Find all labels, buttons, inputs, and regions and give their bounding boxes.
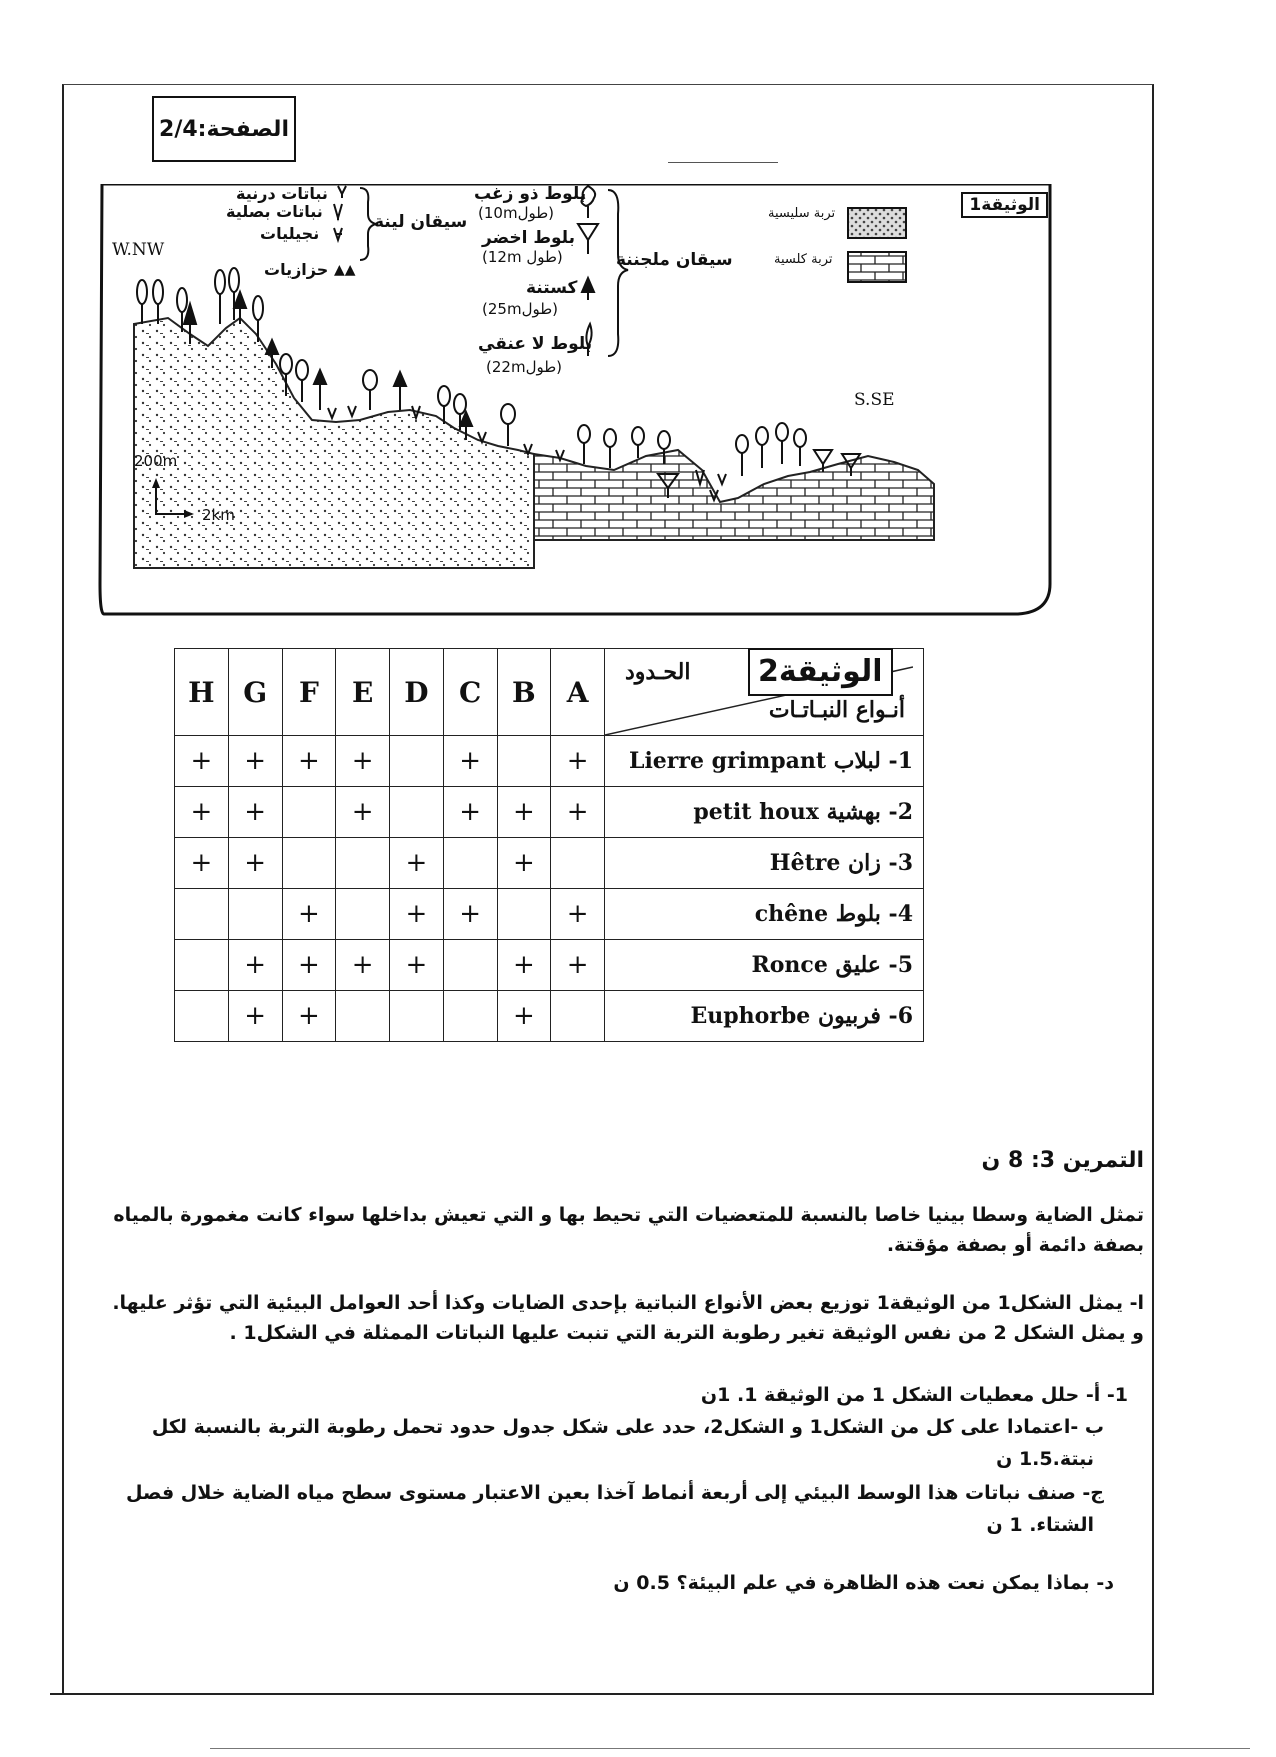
cell-3-C [443,838,497,889]
plant-label-5: 5- عليق Ronce [605,940,924,991]
direction-west: W.NW [112,240,165,260]
cell-6-E [336,991,390,1042]
woody-1-height: (طول10m) [478,204,555,222]
scale-vertical: 200m [134,452,178,470]
cell-6-G: + [228,991,282,1042]
question-1c-line2: الشتاء. 1 ن [986,1514,1094,1536]
cell-6-F: + [282,991,336,1042]
doc2-title: الوثيقة2 [748,648,893,696]
cell-1-E: + [336,736,390,787]
cell-1-H: + [175,736,229,787]
cell-4-D: + [390,889,444,940]
woody-brace [608,190,628,356]
question-1b-line2: نبتة.1.5 ن [996,1448,1094,1470]
footer-rule [210,1748,1250,1749]
cell-4-E [336,889,390,940]
svg-text:▲▲: ▲▲ [334,262,356,278]
cell-5-B: + [497,940,551,991]
col-header-A: A [551,649,605,736]
soft-2-name: نباتات بصلية [226,202,323,221]
cell-2-A: + [551,787,605,838]
cell-2-F [282,787,336,838]
col-header-E: E [336,649,390,736]
cell-1-G: + [228,736,282,787]
cell-1-C: + [443,736,497,787]
question-1c-line1: ج- صنف نباتات هذا الوسط البيئي إلى أربعة أنماط آخذا بعين الاعتبار مستوى سطح مياه الضاية خلال فصل [126,1482,1104,1504]
doc1-drawing [98,184,1054,616]
cell-2-E: + [336,787,390,838]
scale-horizontal: 2km [202,506,235,524]
other-mosses-name: حزازيات [264,260,329,279]
cell-2-B: + [497,787,551,838]
woody-2-name: بلوط اخضر [482,228,575,248]
cell-4-F: + [282,889,336,940]
exercise-intro-2: بصفة دائمة أو بصفة مؤقتة. [886,1234,1144,1256]
cell-2-D [390,787,444,838]
cell-6-D [390,991,444,1042]
legend-silica-box [848,208,906,238]
table-row [175,787,924,838]
plant-label-3: 3- زان Hêtre [605,838,924,889]
table-row [175,736,924,787]
woody-3-height: (طول25m) [482,300,559,318]
exercise-para-2: و يمثل الشكل 2 من نفس الوثيقة تغير رطوبة التربة التي تنبت عليها النباتات الممثلة في الشكل1 . [229,1322,1144,1344]
soft-3-name: نجيليات [260,224,320,243]
question-1a: 1- أ- حلل معطيات الشكل 1 من الوثيقة 1. 1ن [700,1384,1128,1406]
exercise-intro-1: تمثل الضاية وسطا بينيا خاصا بالنسبة للمتعضيات التي تحيط بها و التي تعيش بداخلها سواء كانت مغمورة بالمياه [113,1204,1144,1226]
woody-group-label: سيقان ملجننة [616,250,733,270]
cell-6-H [175,991,229,1042]
header-plants: أنـواع النبـاتـات [768,697,905,723]
woody-4-name: بلوط لا عنقي [478,334,593,354]
calcareous-soil-area [534,450,934,540]
cell-2-G: + [228,787,282,838]
cell-4-C: + [443,889,497,940]
woody-4-height: (طول22m) [486,358,563,376]
col-header-C: C [443,649,497,736]
exercise-title: التمرين 3: 8 ن [981,1148,1144,1173]
legend-calcareous-box [848,252,906,282]
cell-1-B [497,736,551,787]
cell-5-F: + [282,940,336,991]
exercise-para-1: ا- يمثل الشكل1 من الوثيقة1 توزيع بعض الأنواع النباتية بإحدى الضايات وكذا أحد العوامل البيئية التي تؤثر عليها. [112,1292,1144,1314]
legend-green-oak-icon [578,224,598,254]
col-header-F: F [282,649,336,736]
cell-5-D: + [390,940,444,991]
silica-soil-area [134,318,534,568]
cell-3-D: + [390,838,444,889]
cell-1-F: + [282,736,336,787]
cell-2-H: + [175,787,229,838]
cell-3-G: + [228,838,282,889]
legend-chestnut-icon [582,278,594,300]
cell-6-B: + [497,991,551,1042]
col-header-H: H [175,649,229,736]
cell-1-D [390,736,444,787]
cell-6-C [443,991,497,1042]
plant-label-1: 1- لبلاب Lierre grimpant [605,736,924,787]
cell-4-H [175,889,229,940]
cell-3-A [551,838,605,889]
header-limits: الحـدود [625,659,691,685]
cell-2-C: + [443,787,497,838]
page-label: الصفحة:2/4 [159,116,289,142]
table-row [175,889,924,940]
col-header-G: G [228,649,282,736]
direction-east: S.SE [854,390,895,410]
legend-grass-icon [334,228,342,240]
legend-bulb-icon [334,204,342,220]
woody-3-name: كستنة [526,278,578,298]
cell-3-E [336,838,390,889]
cell-6-A [551,991,605,1042]
plant-label-2: 2- بهشية petit houx [605,787,924,838]
cell-5-E: + [336,940,390,991]
table-row [175,940,924,991]
doc1-title: الوثيقة1 [961,192,1048,218]
col-header-B: B [497,649,551,736]
legend-tuber-icon [338,186,346,198]
cell-5-C [443,940,497,991]
table-row [175,991,924,1042]
page-number-box [152,96,296,162]
cell-1-A: + [551,736,605,787]
cell-3-H: + [175,838,229,889]
col-header-D: D [390,649,444,736]
bottom-rule [50,1693,1152,1695]
plant-label-6: 6- فربيون Euphorbe [605,991,924,1042]
legend-silica-label: تربة سليسية [768,206,836,221]
cell-4-G [228,889,282,940]
question-1b-line1: ب -اعتمادا على كل من الشكل1 و الشكل2، حدد على شكل جدول حدود تحمل رطوبة التربة بالنسبة لكل [151,1416,1104,1438]
cell-3-B: + [497,838,551,889]
cell-3-F [282,838,336,889]
cell-5-H [175,940,229,991]
plant-label-4: 4- بلوط chêne [605,889,924,940]
woody-1-name: بلوط ذو زغب [474,184,587,204]
cell-5-G: + [228,940,282,991]
table-row [175,838,924,889]
cell-5-A: + [551,940,605,991]
document-2-table [174,648,924,1042]
document-1-figure [98,184,1054,616]
woody-2-height: (طول 12m) [482,248,563,266]
top-dash [668,162,778,163]
question-1d: د- بماذا يمكن نعت هذه الظاهرة في علم البيئة؟ 0.5 ن [613,1572,1114,1594]
cell-4-A: + [551,889,605,940]
soft-group-label: سيقان لينة [374,212,468,232]
legend-calcareous-label: تربة كلسية [774,252,833,267]
cell-4-B [497,889,551,940]
distribution-table [174,648,924,1042]
soft-1-name: نباتات درنية [236,184,328,203]
